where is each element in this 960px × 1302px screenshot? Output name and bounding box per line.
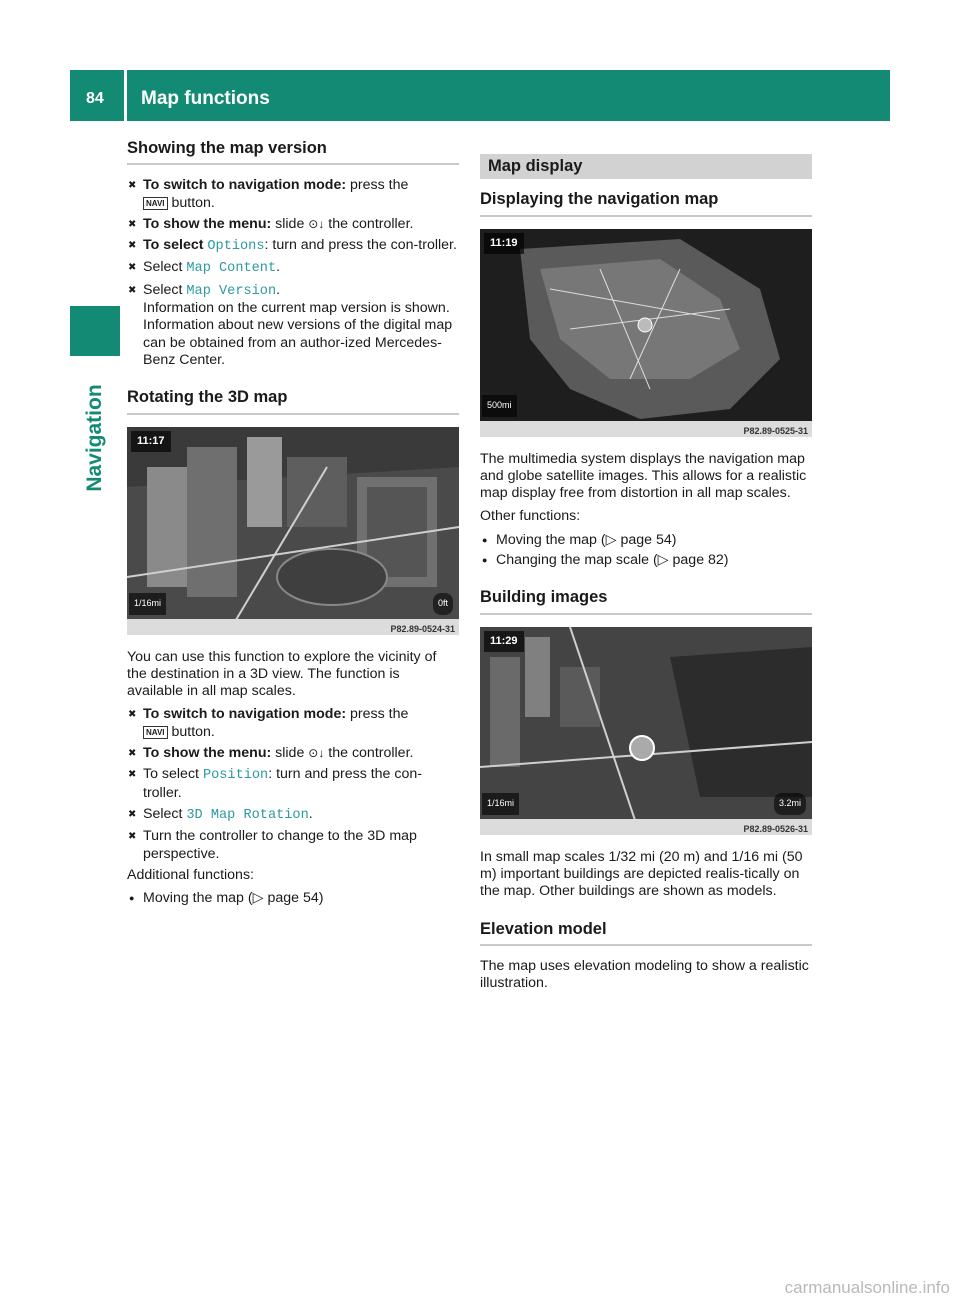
section-title-rotating-3d: Rotating the 3D map — [127, 389, 459, 414]
globe-map-illustration — [480, 229, 812, 437]
navi-key-icon: NAVI — [143, 726, 168, 739]
step — [127, 706, 459, 741]
figure-reference: P82.89-0526-31 — [480, 819, 812, 835]
step-bold: To switch to navigation mode: — [143, 706, 347, 723]
map-scale: 1/16mi — [129, 593, 166, 614]
step-bold: To show the menu: — [143, 745, 272, 762]
step — [127, 237, 459, 255]
city-3d-illustration — [127, 427, 459, 635]
step-text: slide — [271, 215, 309, 232]
section-title-map-version: Showing the map version — [127, 140, 459, 165]
figure-reference: P82.89-0524-31 — [127, 619, 459, 635]
step — [127, 177, 459, 212]
right-column — [480, 154, 812, 998]
step-bold: To select — [143, 237, 208, 254]
menu-item-options: Options — [207, 239, 265, 255]
intro-paragraph: You can use this function to explore the vicinity of the destination in a 3D view. The function is available in all map scales. — [127, 648, 437, 700]
figure-navigation-map — [480, 229, 812, 437]
watermark: carmanualsonline.info — [784, 1278, 950, 1297]
controller-slide-icon: ⊙↓ — [308, 216, 325, 231]
side-tab-marker — [70, 306, 120, 356]
section-title-navigation-map: Displaying the navigation map — [480, 191, 812, 216]
step-text: : turn and press the con-troller. — [264, 237, 457, 254]
clock-display: 11:29 — [484, 631, 524, 652]
list-item: ● Moving the map (▷ page 54) — [127, 890, 459, 907]
description-paragraph: In small map scales 1/32 mi (20 m) and 1/16 mi (50 m) important buildings are depicted realis-tically on the map. Other buildings are shown as models. — [480, 848, 803, 900]
step — [127, 806, 459, 824]
step — [127, 828, 459, 863]
chapter-band: Map display — [480, 154, 812, 179]
page-number: 84 — [86, 90, 104, 107]
step-text: To select — [143, 766, 203, 783]
step-text: : turn and press the con-troller. — [143, 766, 422, 801]
navi-key-icon: NAVI — [143, 197, 168, 210]
controller-slide-icon: ⊙↓ — [308, 746, 325, 761]
step-text: Select — [143, 805, 187, 822]
list-item: ● Changing the map scale (▷ page 82) — [480, 552, 812, 569]
distance-pill: 3.2mi — [774, 793, 806, 814]
step-bold: To show the menu: — [143, 215, 272, 232]
step — [127, 216, 459, 233]
description-paragraph: The multimedia system displays the navigation map and globe satellite images. This allows for a realistic map display free from distortion in all map scales. — [480, 450, 807, 502]
description-paragraph: The map uses elevation modeling to show a realistic illustration. — [480, 957, 809, 992]
step-text: . — [276, 259, 281, 276]
step-text: press the — [346, 177, 409, 194]
step-text: button. — [167, 723, 215, 740]
section-title-building-images: Building images — [480, 589, 812, 614]
step-text: . — [308, 805, 313, 822]
figure-reference: P82.89-0525-31 — [480, 421, 812, 437]
map-scale: 1/16mi — [482, 793, 519, 814]
menu-item-position: Position — [202, 768, 269, 784]
side-tab-label: Navigation — [83, 384, 106, 492]
step-text: Turn the controller to change to the 3D map perspective. — [143, 828, 417, 862]
additional-functions-label: Additional functions: — [127, 866, 254, 883]
map-scale: 500mi — [482, 395, 517, 416]
menu-item-map-content: Map Content — [186, 261, 277, 277]
clock-display: 11:19 — [484, 233, 524, 254]
step-text: the controller. — [324, 745, 414, 762]
menu-item-3d-map-rotation: 3D Map Rotation — [186, 807, 309, 823]
step-text: the controller. — [324, 215, 414, 232]
header-divider — [124, 70, 127, 121]
buildings-illustration — [480, 627, 812, 835]
step-text: Select — [143, 259, 187, 276]
step-text: slide — [271, 745, 309, 762]
step-note: Information on the current map version is shown. Information about new versions of the digital map can be obtained from an author-ized Mercedes-Benz Center. — [143, 300, 453, 368]
step — [127, 282, 459, 369]
clock-display: 11:17 — [131, 431, 171, 452]
step — [127, 745, 459, 762]
step-text: . — [276, 281, 281, 298]
side-tab — [70, 368, 120, 508]
section-title-elevation-model: Elevation model — [480, 921, 812, 946]
step-bold: To switch to navigation mode: — [143, 177, 347, 194]
left-column — [127, 140, 459, 910]
menu-item-map-version: Map Version — [186, 283, 277, 299]
other-functions-label: Other functions: — [480, 508, 581, 525]
page-title: Map functions — [141, 88, 270, 109]
list-item: ● Moving the map (▷ page 54) — [480, 532, 812, 549]
step-text: press the — [346, 706, 409, 723]
step-text: Select — [143, 281, 187, 298]
step — [127, 766, 459, 802]
step-text: button. — [167, 194, 215, 211]
step — [127, 259, 459, 277]
distance-pill: 0ft — [433, 593, 453, 614]
figure-building-images — [480, 627, 812, 835]
figure-3d-map — [127, 427, 459, 635]
